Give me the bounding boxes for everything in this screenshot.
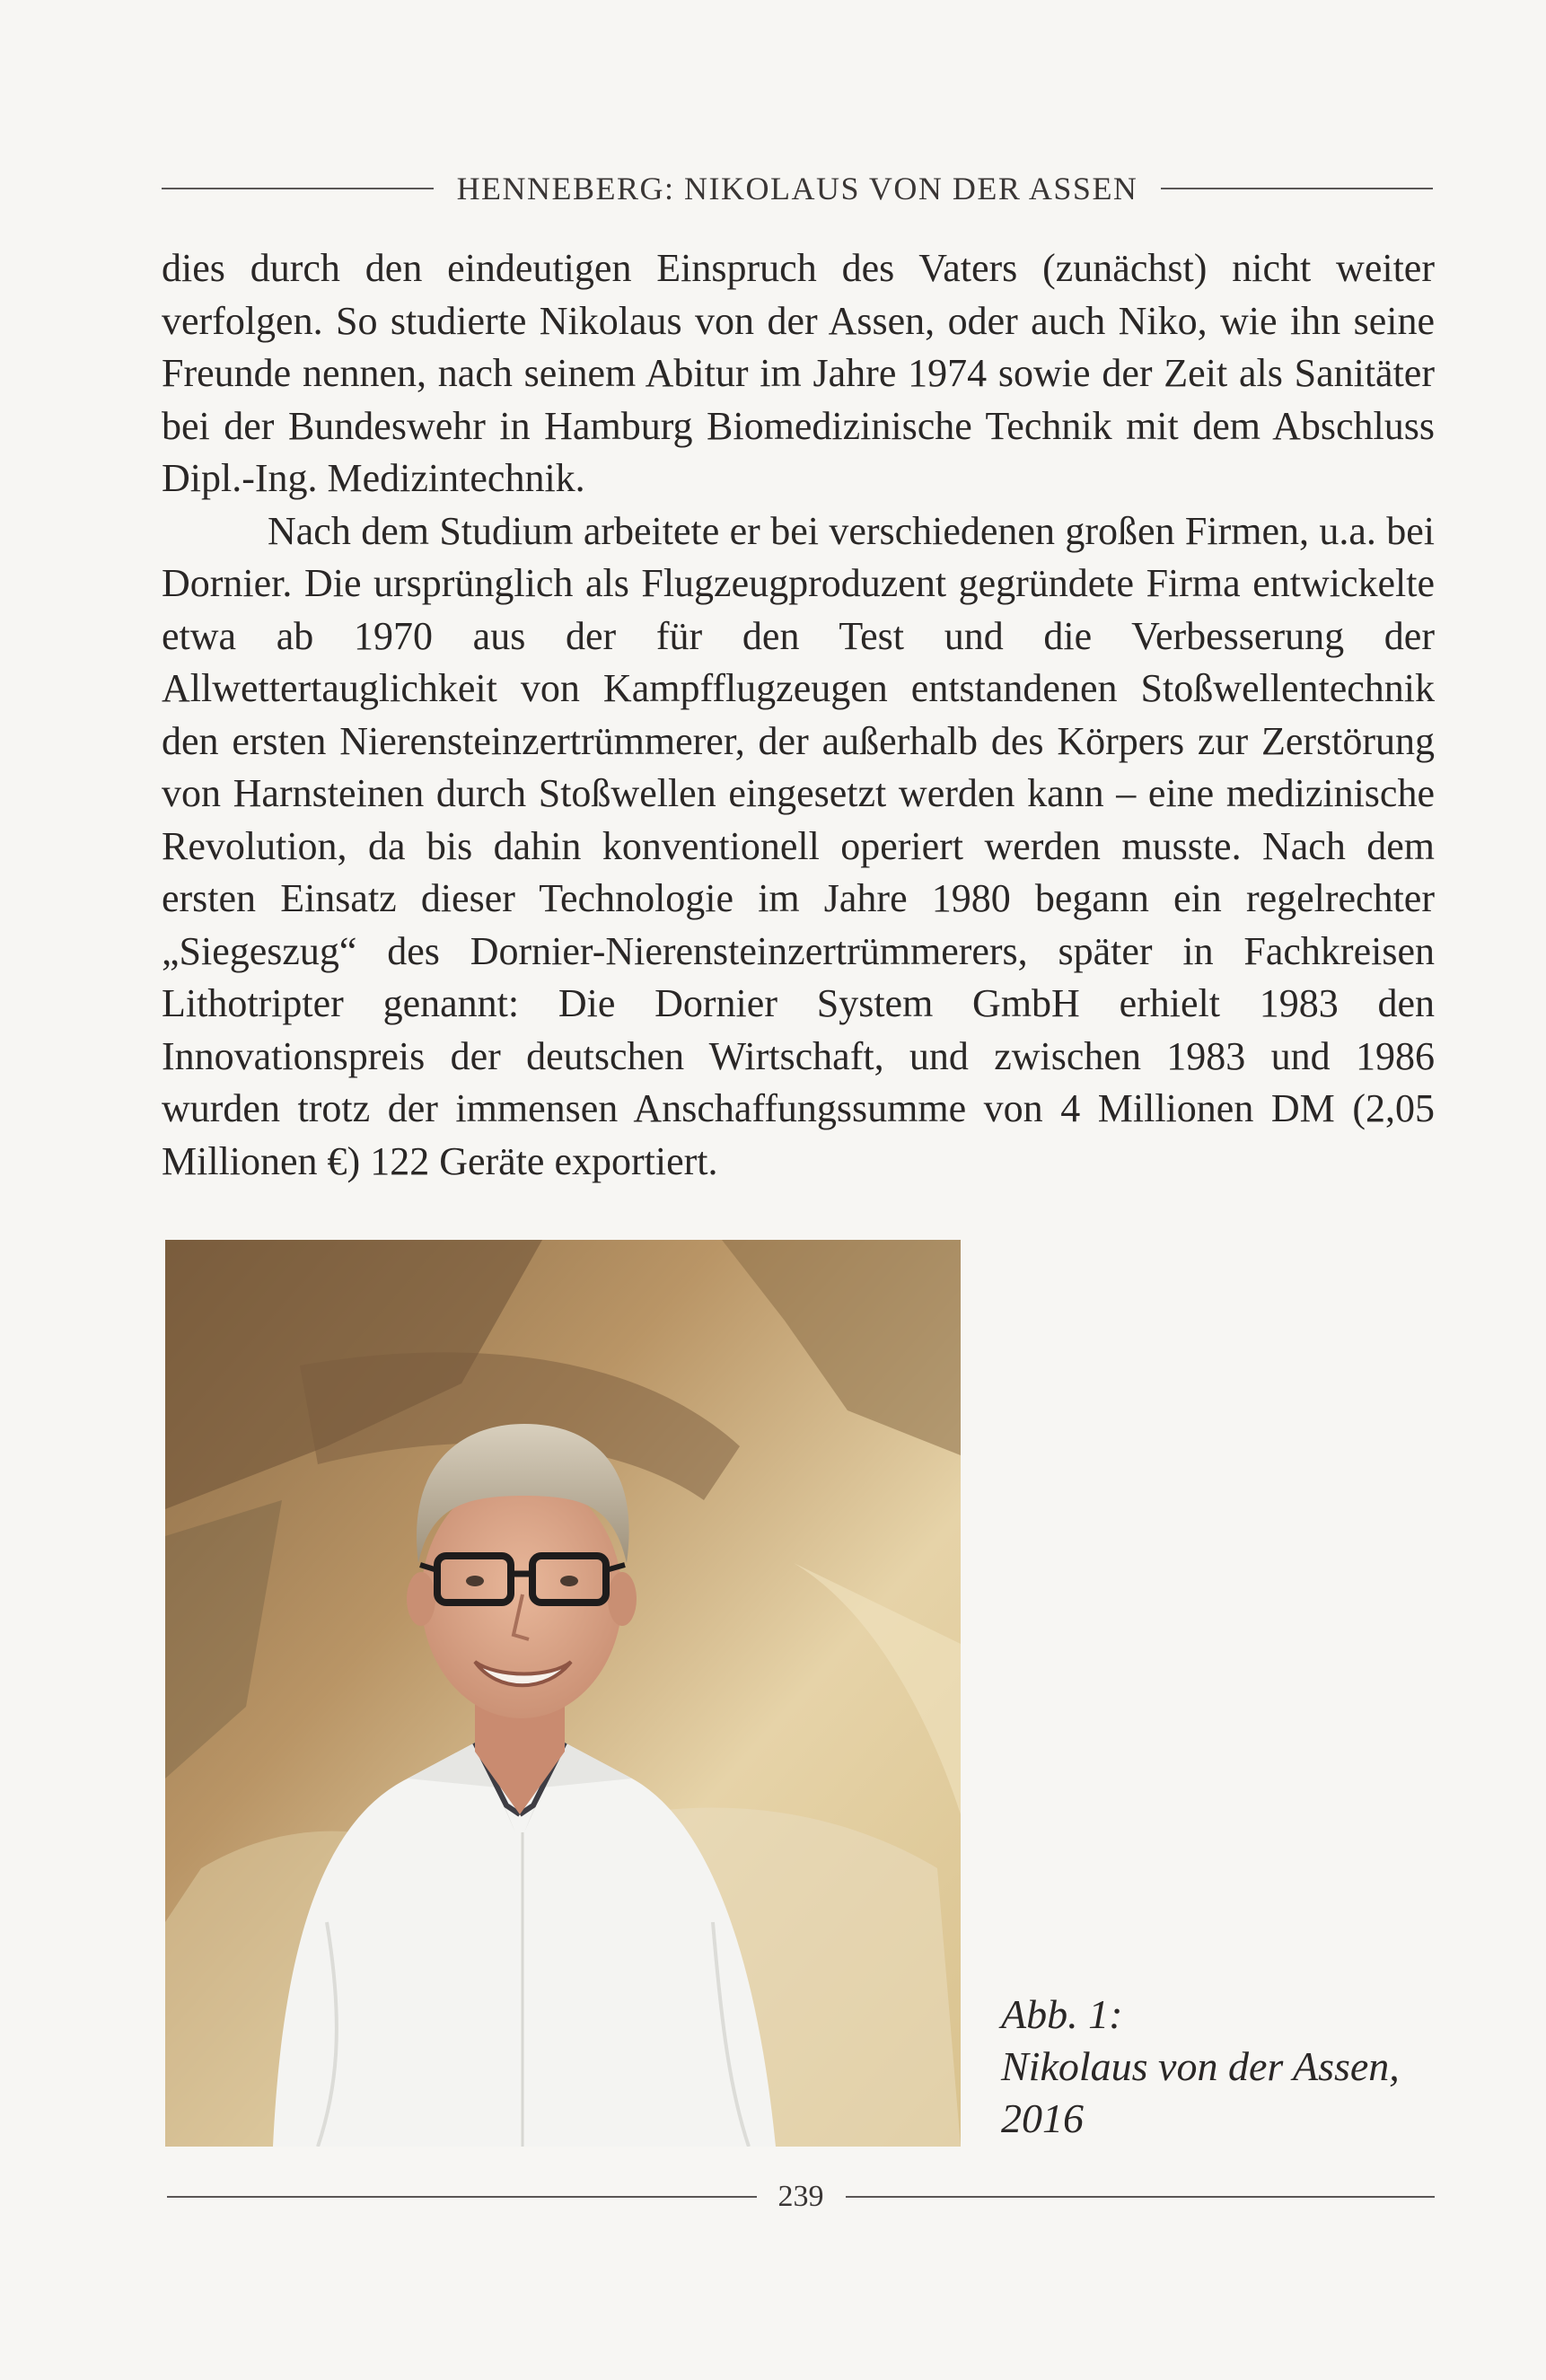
body-text	[162, 242, 1435, 1188]
paragraph-1: dies durch den eindeutigen Einspruch des Vaters (zunächst) nicht weiter verfolgen. So studierte Nikolaus von der Assen, oder auch Niko, wie ihn seine Freunde nennen, nach seinem Abitur im Jahre 1974 sowie der Zeit als Sanitäter bei der Bundeswehr in Hamburg Biomedizinische Technik mit dem Abschluss Dipl.-Ing. Medizintechnik.	[162, 246, 1435, 500]
page-footer	[167, 2177, 1435, 2217]
page-number: 239	[777, 2180, 824, 2213]
figure-caption	[1001, 1989, 1432, 2145]
caption-figure-label: Abb. 1:	[1001, 1991, 1123, 2037]
running-header	[162, 171, 1433, 206]
footer-rule-left	[167, 2196, 757, 2198]
footer-rule-right	[846, 2196, 1436, 2198]
header-rule-right	[1161, 188, 1433, 189]
portrait-photo	[165, 1240, 961, 2147]
running-head-title: HENNEBERG: NIKOLAUS VON DER ASSEN	[456, 171, 1138, 206]
caption-subject: Nikolaus von der Assen,	[1001, 2043, 1400, 2089]
header-rule-left	[162, 188, 434, 189]
paragraph-2: Nach dem Studium arbeitete er bei verschiedenen großen Firmen, u.a. bei Dornier. Die ursprünglich als Flugzeugproduzent gegründete Firma entwickelte etwa ab 1970 aus der für den Test und die Verbesserung der Allwettertauglichkeit von Kampfflugzeugen entstandenen Stoßwellentechnik den ersten Nierensteinzertrümmerer, der außerhalb des Körpers zur Zerstörung von Harnsteinen durch Stoßwellen eingesetzt werden kann – eine medizinische Revolution, da bis dahin konventionell operiert werden musste. Nach dem ersten Einsatz dieser Technologie im Jahre 1980 begann ein regelrechter „Siegeszug“ des Dornier-Nierensteinzertrümmerers, später in Fachkreisen Lithotripter genannt: Die Dornier System GmbH erhielt 1983 den Innovationspreis der deutschen Wirtschaft, und zwischen 1983 und 1986 wurden trotz der immensen Anschaffungssumme von 4 Millionen DM (2,05 Millionen €) 122 Geräte exportiert.	[162, 508, 1435, 1183]
caption-year: 2016	[1001, 2095, 1084, 2141]
